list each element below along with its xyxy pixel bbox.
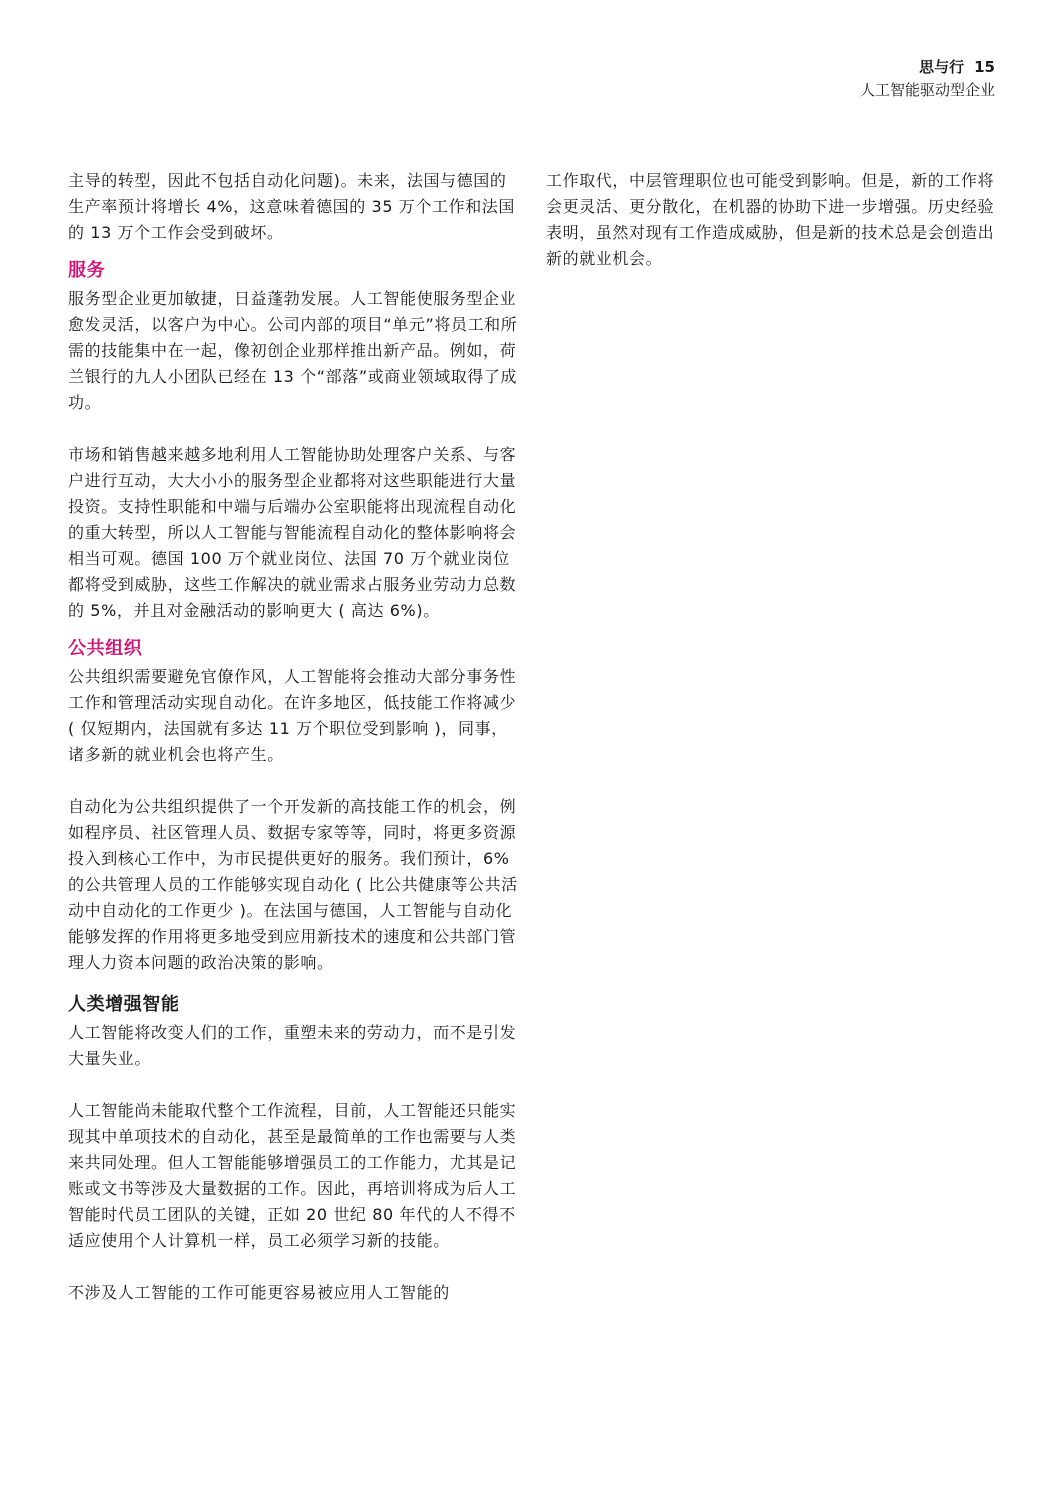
public-paragraph-1: 公共组织需要避免官僚作风，人工智能将会推动大部分事务性工作和管理活动实现自动化。在许多地区，低技能工作将减少 ( 仅短期内，法国就有多达 11 万个职位受到影响 )，同事，诸多新的就业机会也将产生。: [68, 667, 517, 764]
right-column: [546, 168, 998, 272]
header-subtitle: 人工智能驱动型企业: [859, 81, 995, 99]
public-paragraph-2: 自动化为公共组织提供了一个开发新的高技能工作的机会，例如程序员、社区管理人员、数据专家等等，同时，将更多资源投入到核心工作中，为市民提供更好的服务。我们预计，6% 的公共管理人员的工作能够实现自动化 ( 比公共健康等公共活动中自动化的工作更少 )。在法国与德国，人工智能与自动化能够发挥的作用将更多地受到应用新技术的速度和公共部门管理人力资本问题的政治决策的影响。: [68, 797, 518, 972]
header-title-row: [860, 56, 995, 78]
augment-paragraph-1: 人工智能将改变人们的工作，重塑未来的劳动力，而不是引发大量失业。: [68, 1023, 517, 1068]
services-paragraph-2: 市场和销售越来越多地利用人工智能协助处理客户关系、与客户进行互动，大大小小的服务型企业都将对这些职能进行大量投资。支持性职能和中端与后端办公室职能将出现流程自动化的重大转型，所以人工智能与智能流程自动化的整体影响将会相当可观。德国 100 万个就业岗位、法国 70 万个就业岗位都将受到威胁，这些工作解决的就业需求占服务业劳动力总数的 5%，并且对金融活动的影响更大 ( 高达 6%)。: [68, 445, 517, 620]
paragraph-gap: [68, 768, 518, 794]
public-heading: 公共组织: [68, 638, 143, 659]
page-header: [860, 56, 995, 102]
paragraph-gap: [68, 1072, 518, 1098]
paragraph-gap: [68, 416, 518, 442]
augment-paragraph-2: 人工智能尚未能取代整个工作流程，目前，人工智能还只能实现其中单项技术的自动化，甚至是最简单的工作也需要与人类来共同处理。但人工智能能够增强员工的工作能力，尤其是记账或文书等涉及大量数据的工作。因此，再培训将成为后人工智能时代员工团队的关键，正如 20 世纪 80 年代的人不得不适应使用个人计算机一样，员工必须学习新的技能。: [68, 1101, 517, 1250]
augment-heading: 人类增强智能: [68, 994, 180, 1015]
augment-paragraph-3: 不涉及人工智能的工作可能更容易被应用人工智能的: [68, 1283, 450, 1302]
services-paragraph-1: 服务型企业更加敏捷，日益蓬勃发展。人工智能使服务型企业愈发灵活，以客户为中心。公司内部的项目“单元”将员工和所需的技能集中在一起，像初创企业那样推出新产品。例如，荷兰银行的九人小团队已经在 13 个“部落”或商业领域取得了成功。: [68, 289, 518, 412]
right-paragraph-1: 工作取代，中层管理职位也可能受到影响。但是，新的工作将会更灵活、更分散化，在机器的协助下进一步增强。历史经验表明，虽然对现有工作造成威胁，但是新的技术总是会创造出新的就业机会。: [546, 171, 995, 268]
left-column: [68, 168, 518, 1306]
paragraph-gap: [68, 1254, 518, 1280]
services-heading: 服务: [68, 260, 106, 281]
header-title: 思与行: [919, 58, 965, 76]
page-number: 15: [974, 58, 995, 76]
intro-paragraph: 主导的转型，因此不包括自动化问题)。未来，法国与德国的生产率预计将增长 4%，这意味着德国的 35 万个工作和法国的 13 万个工作会受到破坏。: [68, 171, 516, 242]
